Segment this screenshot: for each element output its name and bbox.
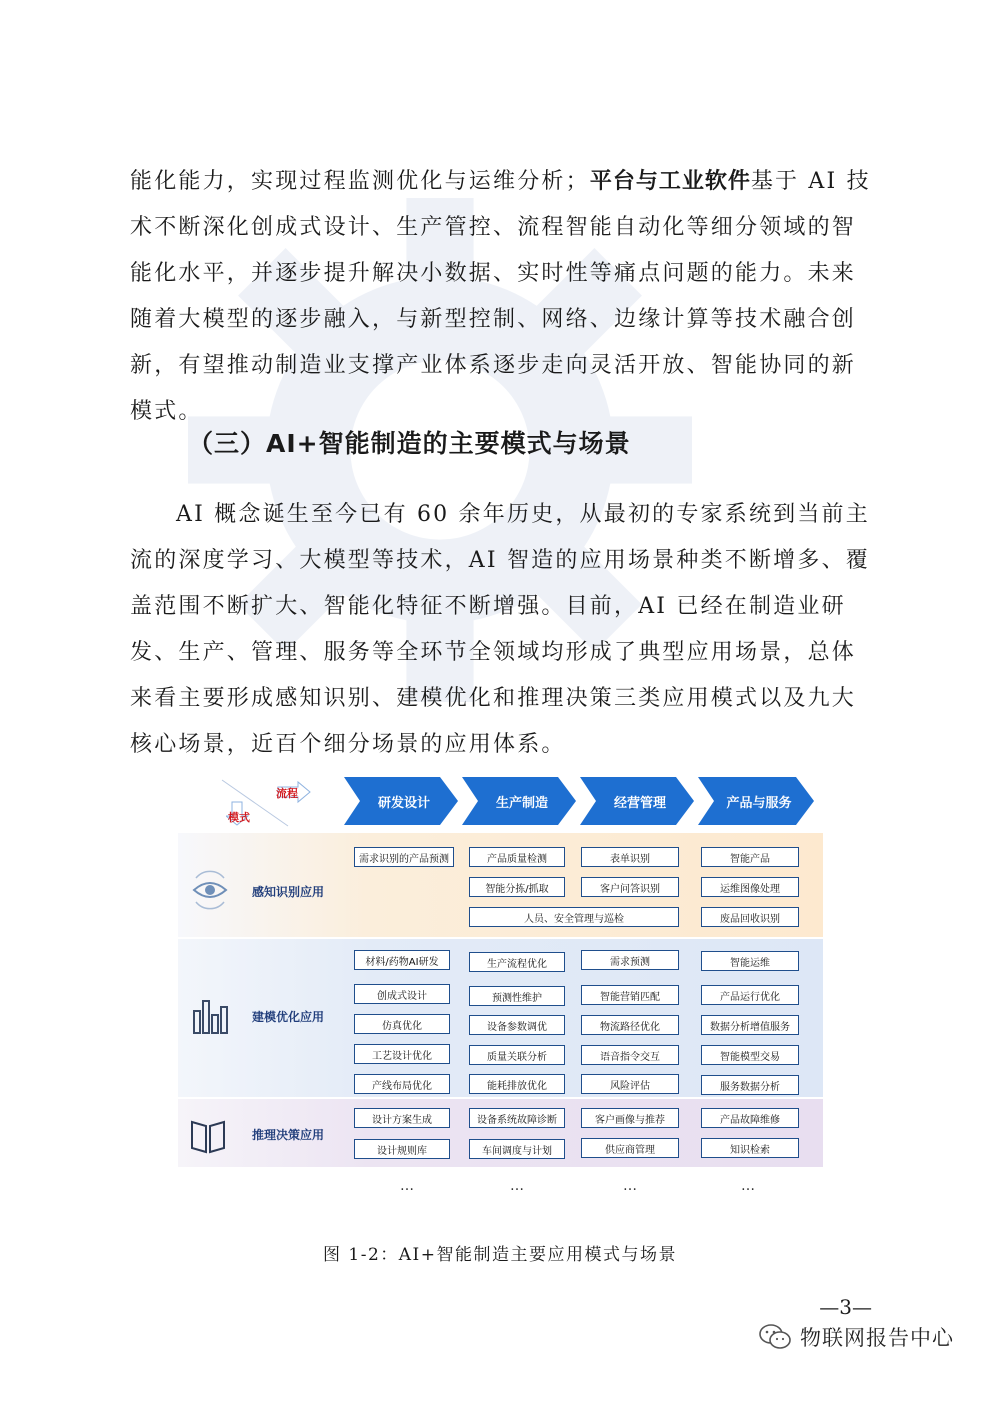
p1-text-a: 能化能力，实现过程监测优化与运维分析； [130, 169, 590, 194]
watermark-text: 物联网报告中心 [800, 1326, 954, 1350]
scenario-box: 仿真优化 [354, 1014, 450, 1034]
scenario-box: 产线布局优化 [354, 1074, 450, 1094]
scenario-box: 需求识别的产品预测 [354, 847, 454, 867]
scenario-box: 智能营销匹配 [581, 985, 679, 1005]
figure-caption: 图 1-2：AI+智能制造主要应用模式与场景 [322, 1245, 677, 1265]
page-number: —3— [819, 1295, 872, 1319]
scenario-box: 车间调度与计划 [469, 1139, 565, 1159]
paragraph-2: AI 概念诞生至今已有 60 余年历史，从最初的专家系统到当前主流的深度学习、大模型等技术，AI 智造的应用场景种类不断增多、覆盖范围不断扩大、智能化特征不断增强。目前，AI 已经在制造业研发、生产、管理、服务等全环节全领域均形成了典型应用场景，总体来看主要形成感知识别、建模优化和推理决策三类应用模式以及九大核心场景，近百个细分场景的应用体系。 [130, 502, 870, 757]
scenario-box: 质量关联分析 [469, 1045, 565, 1065]
eye-icon [190, 870, 230, 910]
scenario-box: 智能产品 [701, 847, 799, 867]
stage-production [462, 777, 576, 825]
scenario-box: 材料/药物AI研发 [354, 950, 450, 970]
scenario-box: 表单识别 [581, 847, 679, 867]
paragraph-1 [130, 159, 875, 435]
p1-text-rest: 不断深化创成式设计、生产管控、流程智能自动化等细分领域的智能化水平，并逐步提升解决小数据、实时性等痛点问题的能力。未来随着大模型的逐步融入，与新型控制、网络、边缘计算等技术融合创新，有望推动制造业支撑产业体系逐步走向灵活开放、智能协同的新模式。 [130, 215, 857, 424]
scenario-box: 需求预测 [581, 950, 679, 970]
scenario-box: 设备参数调优 [469, 1015, 565, 1035]
section-heading: （三）AI+智能制造的主要模式与场景 [188, 429, 631, 458]
scenario-box: 预测性维护 [469, 986, 565, 1006]
band-label-modeling: 建模优化应用 [252, 1010, 325, 1024]
scenario-box: 能耗排放优化 [469, 1074, 565, 1094]
band-label-perception: 感知识别应用 [252, 885, 325, 899]
scenario-box: 废品回收识别 [701, 907, 799, 927]
scenario-box: 设备系统故障诊断 [469, 1108, 565, 1128]
scenario-box: 设计方案生成 [354, 1108, 450, 1128]
stage-label-rd: 研发设计 [377, 795, 430, 811]
scenario-box: 创成式设计 [354, 984, 450, 1004]
scenario-box: 智能运维 [701, 951, 799, 971]
scenario-box: 产品运行优化 [701, 985, 799, 1005]
scenario-box: 智能模型交易 [701, 1045, 799, 1065]
p1-bold-term: 平台与工业软件 [589, 169, 751, 194]
scenario-box: 生产流程优化 [469, 952, 565, 972]
scenario-box: 智能分拣/抓取 [469, 877, 565, 897]
scenario-box: 语音指令交互 [581, 1045, 679, 1065]
band-label-reasoning: 推理决策应用 [252, 1128, 325, 1142]
ellipsis: … [741, 1178, 756, 1194]
scenario-box: 设计规则库 [354, 1139, 450, 1159]
stage-label-management: 经营管理 [613, 795, 666, 811]
p1-text-b: 基于 AI 技术 [130, 169, 871, 240]
stage-product-service [698, 777, 814, 825]
stage-label-production: 生产制造 [495, 795, 548, 811]
book-icon [188, 1116, 228, 1156]
ellipsis: … [623, 1178, 638, 1194]
mode-label: 模式 [228, 811, 250, 824]
wechat-icon [758, 1322, 792, 1352]
stage-label-product-service: 产品与服务 [726, 795, 792, 811]
scenario-box: 客户问答识别 [581, 877, 679, 897]
watermark [758, 1322, 954, 1352]
scenario-box: 物流路径优化 [581, 1015, 679, 1035]
scenario-box: 供应商管理 [581, 1138, 679, 1158]
ellipsis: … [400, 1178, 415, 1194]
ellipsis: … [510, 1178, 525, 1194]
scenario-box: 服务数据分析 [701, 1075, 799, 1095]
scenario-box: 风险评估 [581, 1074, 679, 1094]
flow-label: 流程 [276, 787, 298, 800]
scenario-box: 人员、安全管理与巡检 [469, 907, 679, 927]
figure-applications-diagram [178, 770, 823, 1200]
stage-rd [344, 777, 458, 825]
bar-chart-icon [190, 997, 230, 1037]
scenario-box: 数据分析增值服务 [701, 1015, 799, 1035]
scenario-box: 工艺设计优化 [354, 1044, 450, 1064]
diagonal-divider [220, 778, 290, 828]
scenario-box: 运维图像处理 [701, 877, 799, 897]
scenario-box: 知识检索 [701, 1138, 799, 1158]
scenario-box: 产品质量检测 [469, 847, 565, 867]
scenario-box: 产品故障维修 [701, 1108, 799, 1128]
stage-management [580, 777, 694, 825]
scenario-box: 客户画像与推荐 [581, 1108, 679, 1128]
